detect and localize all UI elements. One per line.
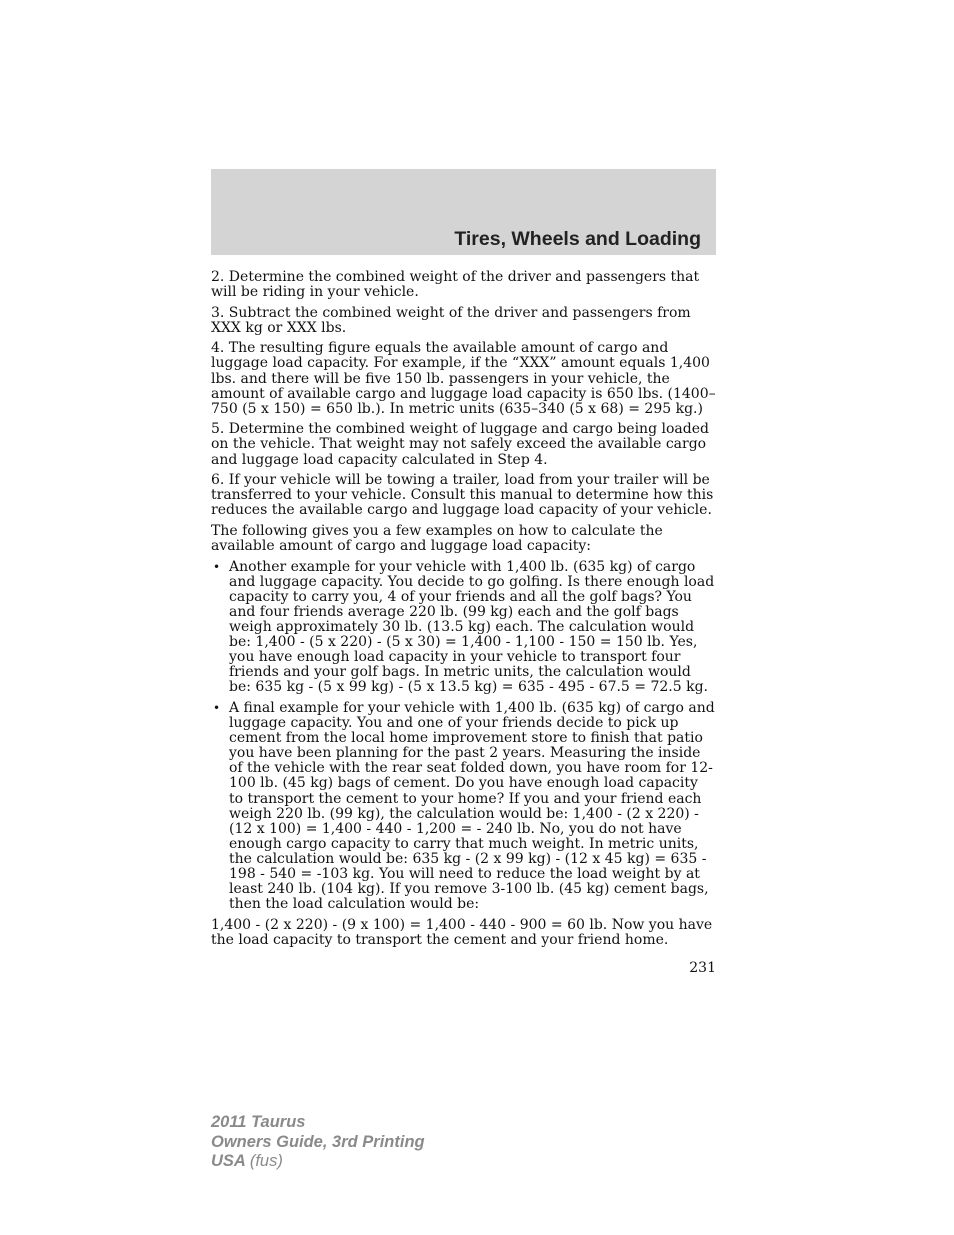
step-5-paragraph: 5. Determine the combined weight of luggage and cargo being loaded on the vehicle. That weight may not safely exceed the available cargo and luggage load capacity calculated in Step 4. — [211, 421, 709, 468]
bullet-icon: • — [213, 559, 221, 574]
cement-example-text: A final example for your vehicle with 1,400 lb. (635 kg) of cargo and luggage capacity. You and one of your friends decide to pick up cement from the local home improvement store to finish that patio you have been planning for the past 2 years. Measuring the inside of the vehicle with the rear seat folded down, you have room for 12-100 lb. (45 kg) bags of cement. Do you have enough load capacity to transport the cement to your home? If you and your friend each weigh 220 lb. (99 kg), the calculation would be: 1,400 - (2 x 220) - (12 x 100) = 1,400 - 440 - 1,200 = - 240 lb. No, you do not have enough cargo capacity to carry that much weight. In metric units, the calculation would be: 635 kg - (2 x 99 kg) - (12 x 45 kg) = 635 - 198 - 540 = -103 kg. You will need to reduce the load weight by at least 240 lb. (104 kg). If you remove 3-100 lb. (45 kg) cement bags, then the load calculation would be: — [229, 699, 715, 913]
step-4-paragraph: 4. The resulting figure equals the available amount of cargo and luggage load capacity. For example, if the “XXX” amount equals 1,400 lbs. and there will be five 150 lb. passengers in your vehicle, the amount of available cargo and luggage load capacity is 650 lbs. (1400–750 (5 x 150) = 650 lb.). In metric units (635–340 (5 x 68) = 295 kg.) — [211, 340, 716, 417]
list-item-cement-example — [211, 701, 716, 912]
step-2-paragraph: 2. Determine the combined weight of the driver and passengers that will be riding in your vehicle. — [211, 269, 700, 301]
step-6-paragraph: 6. If your vehicle will be towing a trailer, load from your trailer will be transferred to your vehicle. Consult this manual to determine how this reduces the available cargo and luggage load capacity of your vehicle. — [211, 472, 714, 519]
section-title: Tires, Wheels and Loading — [454, 228, 701, 250]
golf-example-text: Another example for your vehicle with 1,400 lb. (635 kg) of cargo and luggage capacity. You decide to go golfing. Is there enough load capacity to carry you, 4 of your friends and all the golf bags? You and four friends average 220 lb. (99 kg) each and the golf bags weigh approximately 30 lb. (13.5 kg) each. The calculation would be: 1,400 - (5 x 220) - (5 x 30) = 1,400 - 1,100 - 150 = 150 lb. Yes, you have enough load capacity in your vehicle to transport four friends and your golf bags. In metric units, the calculation would be: 635 kg - (5 x 99 kg) - (5 x 13.5 kg) = 635 - 495 - 67.5 = 72.5 kg. — [229, 558, 715, 696]
step-3-paragraph: 3. Subtract the combined weight of the driver and passengers from XXX kg or XXX lbs. — [211, 304, 691, 336]
examples-intro-paragraph: The following gives you a few examples on how to calculate the available amount of cargo and luggage load capacity: — [211, 522, 663, 554]
bullet-icon: • — [213, 700, 221, 715]
cement-example-continuation: 1,400 - (2 x 220) - (9 x 100) = 1,400 - 440 - 900 = 60 lb. Now you have the load capacity to transport the cement and your friend home. — [211, 916, 713, 948]
document-footer — [211, 1113, 425, 1172]
footer-model-year: 2011 Taurus — [211, 1113, 306, 1131]
page-number: 231 — [689, 960, 716, 976]
examples-list — [211, 560, 716, 913]
footer-market-country: USA — [211, 1152, 246, 1170]
footer-guide-edition: Owners Guide, 3rd Printing — [211, 1132, 425, 1151]
page-content — [211, 270, 716, 953]
footer-market — [211, 1152, 425, 1172]
section-header-band — [211, 169, 716, 255]
footer-market-code: (fus) — [249, 1152, 283, 1170]
list-item-golf-example — [211, 560, 716, 696]
